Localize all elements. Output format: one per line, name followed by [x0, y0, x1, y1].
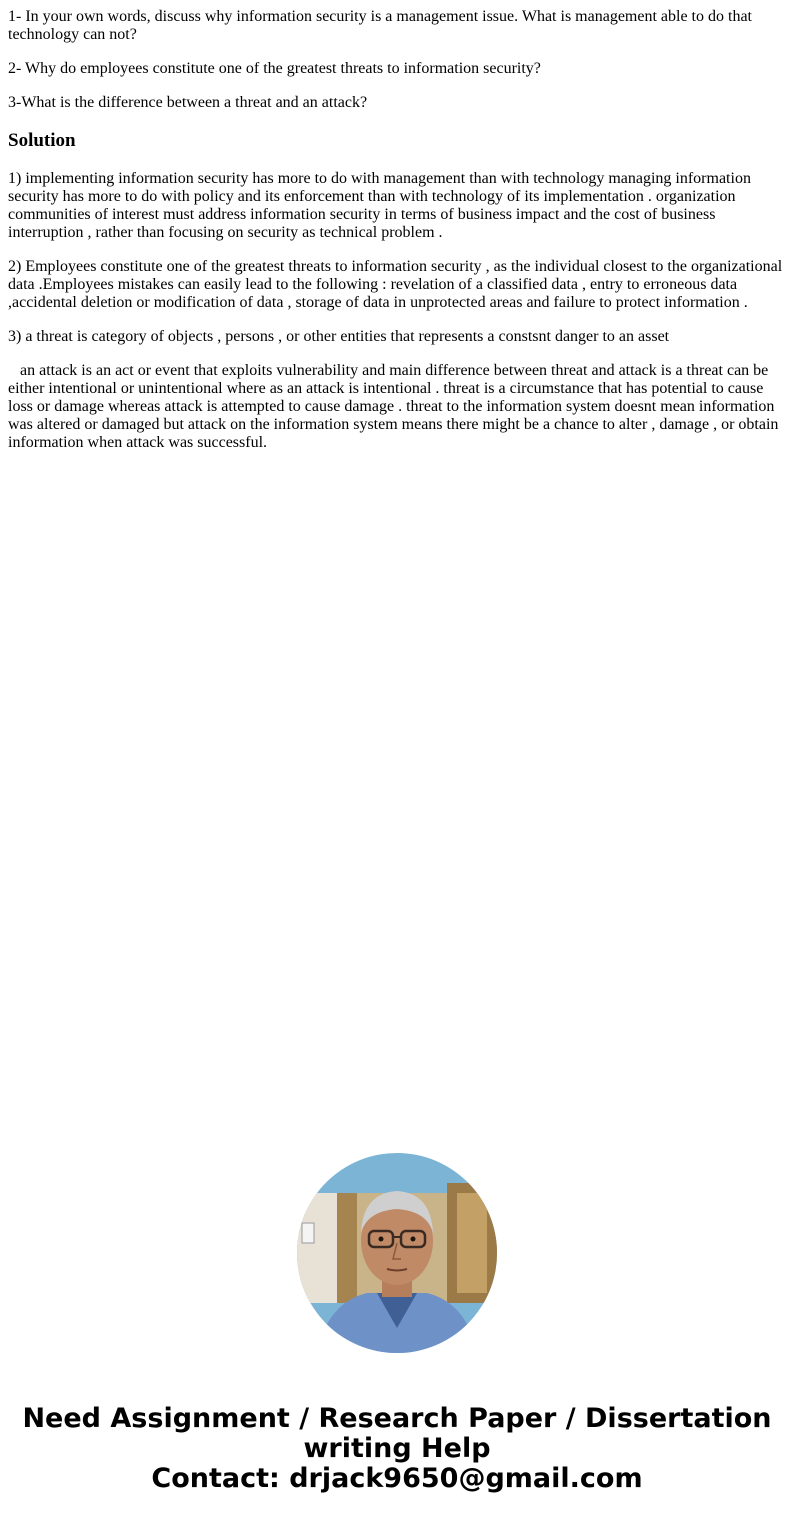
- promo-line-2: writing Help: [303, 1433, 491, 1464]
- document-body: [8, 8, 786, 468]
- answer-2: 2) Employees constitute one of the greatest threats to information security , as the individual closest to the organizational data .Employees mistakes can easily lead to the following : revelation of a classified data , entry to erroneous data ,accidental deletion or modification of data , storage of data in unprotected areas and failure to protect information .: [8, 258, 783, 311]
- question-2: 2- Why do employees constitute one of the greatest threats to information security?: [8, 60, 541, 77]
- question-1: 1- In your own words, discuss why information security is a management issue. What is management able to do that technology can not?: [8, 8, 752, 43]
- author-photo: [297, 1153, 497, 1353]
- promo-line-1: Need Assignment / Research Paper / Dissertation: [22, 1403, 772, 1434]
- answer-3: 3) a threat is category of objects , persons , or other entities that represents a constsnt danger to an asset: [8, 328, 670, 345]
- answer-3-continued: an attack is an act or event that exploits vulnerability and main difference between threat and attack is a threat can be either intentional or unintentional where as an attack is intentional . threat is a circumstance that has potential to cause loss or damage whereas attack is attempted to cause damage . threat to the information system doesnt mean information was altered or damaged but attack on the information system means there might be a chance to alter , damage , or obtain information when attack was successful.: [8, 362, 783, 451]
- solution-heading: Solution: [8, 130, 76, 151]
- answer-1: 1) implementing information security has more to do with management than with technology managing information security has more to do with policy and its enforcement than with technology of its implementation . organization communities of interest must address information security in terms of business impact and the cost of business interruption , rather than focusing on security as technical problem .: [8, 170, 751, 241]
- promo-banner: [0, 1404, 794, 1494]
- promo-contact: Contact: drjack9650@gmail.com: [151, 1463, 643, 1494]
- question-3: 3-What is the difference between a threat and an attack?: [8, 94, 368, 111]
